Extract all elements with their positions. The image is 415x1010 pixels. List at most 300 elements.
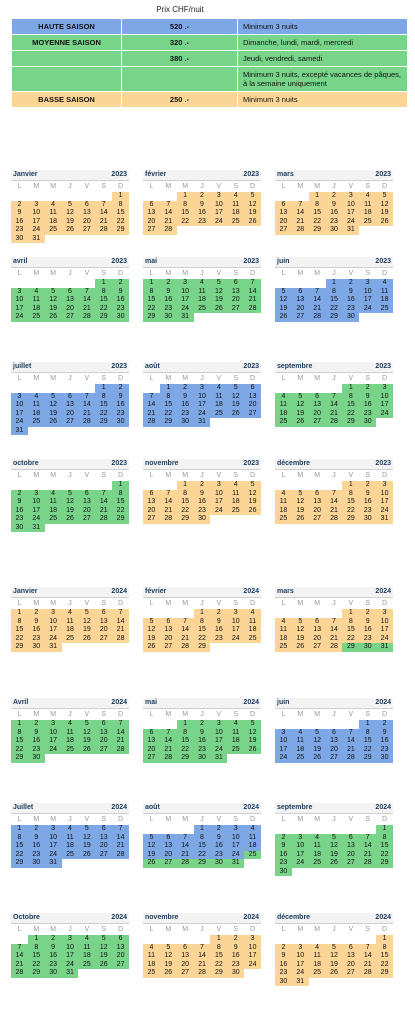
month-header bbox=[143, 362, 261, 373]
day-cell: 15 bbox=[326, 296, 343, 305]
day-cell: 26 bbox=[78, 851, 95, 860]
day-empty bbox=[28, 481, 45, 490]
day-cell: 1 bbox=[309, 192, 326, 201]
day-cell: 26 bbox=[210, 305, 227, 314]
day-cell: 21 bbox=[292, 218, 309, 227]
weekday-label: V bbox=[84, 270, 90, 277]
day-cell: 6 bbox=[62, 393, 79, 402]
day-cell: 3 bbox=[376, 609, 393, 618]
price-price: 250 .- bbox=[122, 92, 238, 108]
day-cell: 11 bbox=[227, 490, 244, 499]
price-row bbox=[12, 35, 408, 51]
day-cell: 13 bbox=[342, 952, 359, 961]
weekday-label: L bbox=[17, 600, 22, 607]
day-cell: 11 bbox=[62, 834, 79, 843]
day-cell: 4 bbox=[78, 935, 95, 944]
weekday-label: L bbox=[17, 270, 22, 277]
month-calendar bbox=[11, 459, 129, 532]
day-cell: 20 bbox=[95, 626, 112, 635]
weekday-label: S bbox=[365, 375, 371, 382]
day-cell: 31 bbox=[376, 515, 393, 524]
weekday-label: L bbox=[149, 711, 154, 718]
month-name: novembre bbox=[145, 914, 179, 921]
day-cell: 7 bbox=[292, 201, 309, 210]
day-cell: 12 bbox=[78, 729, 95, 738]
price-note: Dimanche, lundi, mardi, mercredi bbox=[238, 35, 408, 51]
day-cell: 27 bbox=[160, 859, 177, 868]
weekday-label: J bbox=[332, 270, 336, 277]
day-cell: 23 bbox=[194, 746, 211, 755]
day-cell: 7 bbox=[326, 490, 343, 499]
day-cell: 26 bbox=[292, 418, 309, 427]
day-cell: 2 bbox=[112, 279, 129, 288]
day-cell: 7 bbox=[309, 288, 326, 297]
day-cell: 6 bbox=[309, 490, 326, 499]
day-cell: 20 bbox=[326, 746, 343, 755]
day-cell: 24 bbox=[292, 859, 309, 868]
day-cell: 9 bbox=[112, 288, 129, 297]
day-cell: 8 bbox=[376, 944, 393, 953]
day-cell: 27 bbox=[112, 961, 129, 970]
month-year: 2024 bbox=[111, 804, 127, 811]
weekday-label: J bbox=[332, 926, 336, 933]
day-cell: 19 bbox=[326, 851, 343, 860]
day-cell: 9 bbox=[376, 729, 393, 738]
day-cell: 26 bbox=[326, 969, 343, 978]
day-grid bbox=[143, 279, 261, 322]
day-cell: 17 bbox=[11, 410, 28, 419]
day-cell: 17 bbox=[45, 626, 62, 635]
day-cell: 4 bbox=[62, 720, 79, 729]
weekday-label: S bbox=[101, 270, 107, 277]
day-cell: 26 bbox=[62, 515, 79, 524]
day-empty bbox=[275, 481, 292, 490]
day-cell: 7 bbox=[160, 490, 177, 499]
day-cell: 27 bbox=[143, 515, 160, 524]
day-cell: 8 bbox=[95, 393, 112, 402]
month-calendar bbox=[275, 587, 393, 652]
day-empty bbox=[275, 935, 292, 944]
day-cell: 3 bbox=[227, 825, 244, 834]
day-cell: 1 bbox=[177, 720, 194, 729]
day-cell: 24 bbox=[244, 961, 261, 970]
day-cell: 29 bbox=[11, 754, 28, 763]
day-cell: 31 bbox=[62, 969, 79, 978]
day-empty bbox=[28, 279, 45, 288]
weekday-label: L bbox=[281, 711, 286, 718]
month-calendar bbox=[11, 170, 129, 243]
weekday-label: L bbox=[149, 183, 154, 190]
day-cell: 26 bbox=[78, 746, 95, 755]
day-cell: 30 bbox=[359, 643, 376, 652]
day-cell: 8 bbox=[11, 729, 28, 738]
day-grid bbox=[275, 935, 393, 986]
day-cell: 27 bbox=[78, 226, 95, 235]
day-cell: 30 bbox=[227, 969, 244, 978]
day-cell: 10 bbox=[194, 393, 211, 402]
day-empty bbox=[309, 609, 326, 618]
day-cell: 3 bbox=[194, 384, 211, 393]
day-cell: 21 bbox=[160, 507, 177, 516]
weekday-label: D bbox=[118, 711, 124, 718]
weekday-row bbox=[143, 471, 261, 481]
weekday-label: L bbox=[17, 711, 22, 718]
day-cell: 6 bbox=[143, 490, 160, 499]
day-cell: 23 bbox=[112, 410, 129, 419]
month-header bbox=[143, 257, 261, 268]
day-cell: 15 bbox=[143, 296, 160, 305]
weekday-label: S bbox=[101, 816, 107, 823]
day-cell: 30 bbox=[210, 859, 227, 868]
month-name: mai bbox=[145, 258, 158, 265]
day-empty bbox=[143, 935, 160, 944]
day-cell: 19 bbox=[143, 635, 160, 644]
day-cell: 21 bbox=[359, 961, 376, 970]
day-cell: 29 bbox=[28, 969, 45, 978]
weekday-label: L bbox=[281, 270, 286, 277]
month-calendar bbox=[11, 698, 129, 763]
weekday-label: M bbox=[165, 600, 172, 607]
day-empty bbox=[62, 192, 79, 201]
weekday-row bbox=[143, 374, 261, 384]
weekday-label: S bbox=[365, 472, 371, 479]
month-calendar bbox=[143, 803, 261, 868]
weekday-label: L bbox=[17, 472, 22, 479]
day-cell: 30 bbox=[194, 515, 211, 524]
weekday-label: D bbox=[382, 600, 388, 607]
day-cell: 7 bbox=[11, 944, 28, 953]
day-cell: 10 bbox=[227, 834, 244, 843]
weekday-label: M bbox=[33, 270, 40, 277]
day-cell: 5 bbox=[292, 490, 309, 499]
weekday-label: V bbox=[348, 375, 354, 382]
day-cell: 28 bbox=[177, 643, 194, 652]
day-empty bbox=[342, 720, 359, 729]
day-cell: 9 bbox=[342, 288, 359, 297]
weekday-row bbox=[143, 815, 261, 825]
day-cell: 24 bbox=[275, 754, 292, 763]
day-cell: 14 bbox=[309, 296, 326, 305]
day-cell: 18 bbox=[143, 961, 160, 970]
weekday-row bbox=[11, 815, 129, 825]
day-cell: 17 bbox=[376, 401, 393, 410]
day-cell: 25 bbox=[143, 969, 160, 978]
day-cell: 24 bbox=[28, 515, 45, 524]
day-cell: 16 bbox=[376, 737, 393, 746]
day-empty bbox=[177, 825, 194, 834]
day-cell: 27 bbox=[227, 305, 244, 314]
day-cell: 22 bbox=[112, 507, 129, 516]
day-empty bbox=[28, 384, 45, 393]
day-cell: 2 bbox=[275, 944, 292, 953]
day-cell: 22 bbox=[376, 961, 393, 970]
day-cell: 6 bbox=[95, 720, 112, 729]
day-cell: 18 bbox=[194, 296, 211, 305]
day-cell: 18 bbox=[78, 952, 95, 961]
day-cell: 25 bbox=[62, 851, 79, 860]
day-cell: 9 bbox=[210, 618, 227, 627]
day-cell: 16 bbox=[275, 961, 292, 970]
day-cell: 20 bbox=[62, 410, 79, 419]
month-name: décembre bbox=[277, 460, 311, 467]
day-cell: 8 bbox=[112, 490, 129, 499]
day-cell: 1 bbox=[326, 279, 343, 288]
day-grid bbox=[11, 192, 129, 243]
weekday-label: M bbox=[314, 472, 321, 479]
weekday-label: M bbox=[50, 270, 57, 277]
weekday-label: L bbox=[281, 375, 286, 382]
day-cell: 12 bbox=[62, 498, 79, 507]
weekday-label: L bbox=[17, 816, 22, 823]
weekday-label: M bbox=[297, 270, 304, 277]
day-cell: 11 bbox=[78, 944, 95, 953]
day-cell: 4 bbox=[275, 618, 292, 627]
day-cell: 4 bbox=[227, 481, 244, 490]
day-cell: 18 bbox=[45, 507, 62, 516]
day-cell: 29 bbox=[11, 859, 28, 868]
day-cell: 30 bbox=[275, 978, 292, 987]
day-cell: 11 bbox=[309, 842, 326, 851]
month-year: 2023 bbox=[111, 460, 127, 467]
weekday-label: V bbox=[84, 926, 90, 933]
day-cell: 22 bbox=[160, 410, 177, 419]
month-header bbox=[143, 913, 261, 924]
day-cell: 16 bbox=[227, 952, 244, 961]
weekday-label: J bbox=[68, 472, 72, 479]
price-header: Prix CHF/nuit bbox=[156, 5, 204, 14]
day-cell: 4 bbox=[143, 944, 160, 953]
weekday-label: D bbox=[250, 183, 256, 190]
day-cell: 26 bbox=[78, 635, 95, 644]
weekday-label: L bbox=[149, 375, 154, 382]
weekday-row bbox=[143, 599, 261, 609]
month-header bbox=[143, 803, 261, 814]
month-year: 2023 bbox=[111, 171, 127, 178]
day-cell: 28 bbox=[359, 969, 376, 978]
day-cell: 10 bbox=[275, 737, 292, 746]
day-cell: 4 bbox=[309, 834, 326, 843]
day-cell: 5 bbox=[244, 720, 261, 729]
day-cell: 27 bbox=[275, 226, 292, 235]
day-cell: 23 bbox=[194, 507, 211, 516]
day-cell: 7 bbox=[95, 201, 112, 210]
day-cell: 13 bbox=[78, 498, 95, 507]
day-empty bbox=[160, 609, 177, 618]
month-header bbox=[143, 459, 261, 470]
day-cell: 9 bbox=[11, 209, 28, 218]
month-header bbox=[11, 362, 129, 373]
day-empty bbox=[62, 384, 79, 393]
weekday-label: M bbox=[165, 375, 172, 382]
day-cell: 14 bbox=[112, 618, 129, 627]
day-cell: 15 bbox=[376, 842, 393, 851]
day-cell: 6 bbox=[342, 834, 359, 843]
day-cell: 19 bbox=[275, 305, 292, 314]
day-cell: 23 bbox=[376, 746, 393, 755]
day-cell: 2 bbox=[359, 384, 376, 393]
month-year: 2023 bbox=[243, 171, 259, 178]
day-cell: 4 bbox=[210, 384, 227, 393]
month-year: 2024 bbox=[375, 588, 391, 595]
day-cell: 7 bbox=[244, 279, 261, 288]
day-cell: 3 bbox=[292, 944, 309, 953]
day-cell: 16 bbox=[112, 296, 129, 305]
day-cell: 14 bbox=[160, 737, 177, 746]
day-cell: 9 bbox=[194, 729, 211, 738]
day-cell: 11 bbox=[244, 618, 261, 627]
weekday-label: M bbox=[50, 472, 57, 479]
day-cell: 26 bbox=[376, 218, 393, 227]
day-cell: 19 bbox=[45, 410, 62, 419]
day-cell: 9 bbox=[28, 834, 45, 843]
month-name: Octobre bbox=[13, 914, 40, 921]
weekday-label: M bbox=[50, 711, 57, 718]
day-cell: 17 bbox=[376, 498, 393, 507]
day-cell: 23 bbox=[28, 635, 45, 644]
day-cell: 31 bbox=[28, 524, 45, 533]
day-cell: 16 bbox=[45, 952, 62, 961]
day-cell: 11 bbox=[45, 498, 62, 507]
day-cell: 26 bbox=[244, 746, 261, 755]
weekday-row bbox=[275, 599, 393, 609]
weekday-label: M bbox=[314, 183, 321, 190]
day-cell: 14 bbox=[194, 952, 211, 961]
day-cell: 28 bbox=[143, 418, 160, 427]
day-cell: 2 bbox=[376, 720, 393, 729]
day-empty bbox=[275, 192, 292, 201]
day-cell: 11 bbox=[275, 626, 292, 635]
day-cell: 11 bbox=[28, 296, 45, 305]
month-year: 2023 bbox=[111, 363, 127, 370]
day-cell: 24 bbox=[45, 851, 62, 860]
day-cell: 3 bbox=[210, 720, 227, 729]
day-cell: 1 bbox=[194, 825, 211, 834]
price-note: Jeudi, vendredi, samedi bbox=[238, 51, 408, 67]
day-cell: 5 bbox=[376, 192, 393, 201]
day-cell: 15 bbox=[11, 626, 28, 635]
price-price: 380 .- bbox=[122, 51, 238, 67]
day-cell: 5 bbox=[275, 288, 292, 297]
day-cell: 2 bbox=[160, 279, 177, 288]
weekday-row bbox=[275, 182, 393, 192]
day-cell: 6 bbox=[177, 944, 194, 953]
weekday-label: D bbox=[118, 926, 124, 933]
weekday-label: D bbox=[118, 816, 124, 823]
weekday-label: D bbox=[118, 375, 124, 382]
day-cell: 14 bbox=[95, 498, 112, 507]
weekday-row bbox=[143, 269, 261, 279]
day-cell: 12 bbox=[292, 498, 309, 507]
day-cell: 1 bbox=[95, 384, 112, 393]
day-cell: 12 bbox=[376, 201, 393, 210]
weekday-label: M bbox=[314, 600, 321, 607]
day-cell: 3 bbox=[28, 490, 45, 499]
day-cell: 11 bbox=[143, 952, 160, 961]
day-cell: 23 bbox=[11, 515, 28, 524]
month-header bbox=[275, 170, 393, 181]
day-cell: 2 bbox=[194, 192, 211, 201]
day-cell: 20 bbox=[160, 851, 177, 860]
day-cell: 12 bbox=[78, 834, 95, 843]
day-cell: 28 bbox=[309, 313, 326, 322]
weekday-label: V bbox=[216, 183, 222, 190]
price-price bbox=[122, 67, 238, 92]
day-cell: 29 bbox=[342, 643, 359, 652]
weekday-label: D bbox=[382, 472, 388, 479]
day-cell: 28 bbox=[95, 515, 112, 524]
day-cell: 5 bbox=[78, 609, 95, 618]
day-cell: 17 bbox=[11, 305, 28, 314]
price-row bbox=[12, 67, 408, 92]
day-cell: 15 bbox=[95, 401, 112, 410]
day-cell: 29 bbox=[359, 754, 376, 763]
day-cell: 7 bbox=[326, 393, 343, 402]
day-cell: 7 bbox=[160, 729, 177, 738]
month-calendar bbox=[11, 913, 129, 978]
weekday-label: J bbox=[200, 600, 204, 607]
day-cell: 29 bbox=[326, 313, 343, 322]
day-cell: 22 bbox=[177, 218, 194, 227]
month-calendar bbox=[275, 698, 393, 763]
weekday-label: S bbox=[365, 711, 371, 718]
day-cell: 11 bbox=[359, 201, 376, 210]
weekday-label: M bbox=[165, 711, 172, 718]
day-empty bbox=[275, 720, 292, 729]
day-empty bbox=[78, 279, 95, 288]
month-name: juin bbox=[277, 699, 290, 706]
day-cell: 27 bbox=[309, 515, 326, 524]
weekday-label: S bbox=[233, 472, 239, 479]
day-cell: 14 bbox=[143, 401, 160, 410]
day-cell: 21 bbox=[244, 296, 261, 305]
weekday-label: V bbox=[216, 375, 222, 382]
day-cell: 9 bbox=[28, 729, 45, 738]
weekday-label: M bbox=[314, 711, 321, 718]
weekday-label: M bbox=[165, 472, 172, 479]
day-cell: 27 bbox=[292, 313, 309, 322]
day-cell: 7 bbox=[112, 825, 129, 834]
weekday-label: S bbox=[101, 926, 107, 933]
day-cell: 4 bbox=[244, 825, 261, 834]
day-cell: 22 bbox=[95, 305, 112, 314]
day-cell: 18 bbox=[275, 410, 292, 419]
day-cell: 20 bbox=[112, 952, 129, 961]
month-name: avril bbox=[13, 258, 28, 265]
day-cell: 6 bbox=[112, 935, 129, 944]
price-row bbox=[12, 19, 408, 35]
day-empty bbox=[95, 481, 112, 490]
day-cell: 19 bbox=[45, 305, 62, 314]
weekday-label: M bbox=[297, 711, 304, 718]
day-cell: 3 bbox=[359, 279, 376, 288]
day-cell: 12 bbox=[275, 296, 292, 305]
day-cell: 25 bbox=[45, 226, 62, 235]
weekday-label: J bbox=[200, 183, 204, 190]
weekday-label: M bbox=[297, 816, 304, 823]
weekday-label: M bbox=[50, 375, 57, 382]
day-cell: 28 bbox=[326, 515, 343, 524]
day-cell: 28 bbox=[160, 515, 177, 524]
day-cell: 13 bbox=[62, 296, 79, 305]
day-cell: 6 bbox=[78, 201, 95, 210]
weekday-label: S bbox=[233, 816, 239, 823]
day-cell: 4 bbox=[28, 393, 45, 402]
day-cell: 17 bbox=[28, 507, 45, 516]
day-cell: 20 bbox=[177, 961, 194, 970]
day-cell: 30 bbox=[112, 418, 129, 427]
day-cell: 5 bbox=[78, 825, 95, 834]
day-cell: 14 bbox=[326, 498, 343, 507]
